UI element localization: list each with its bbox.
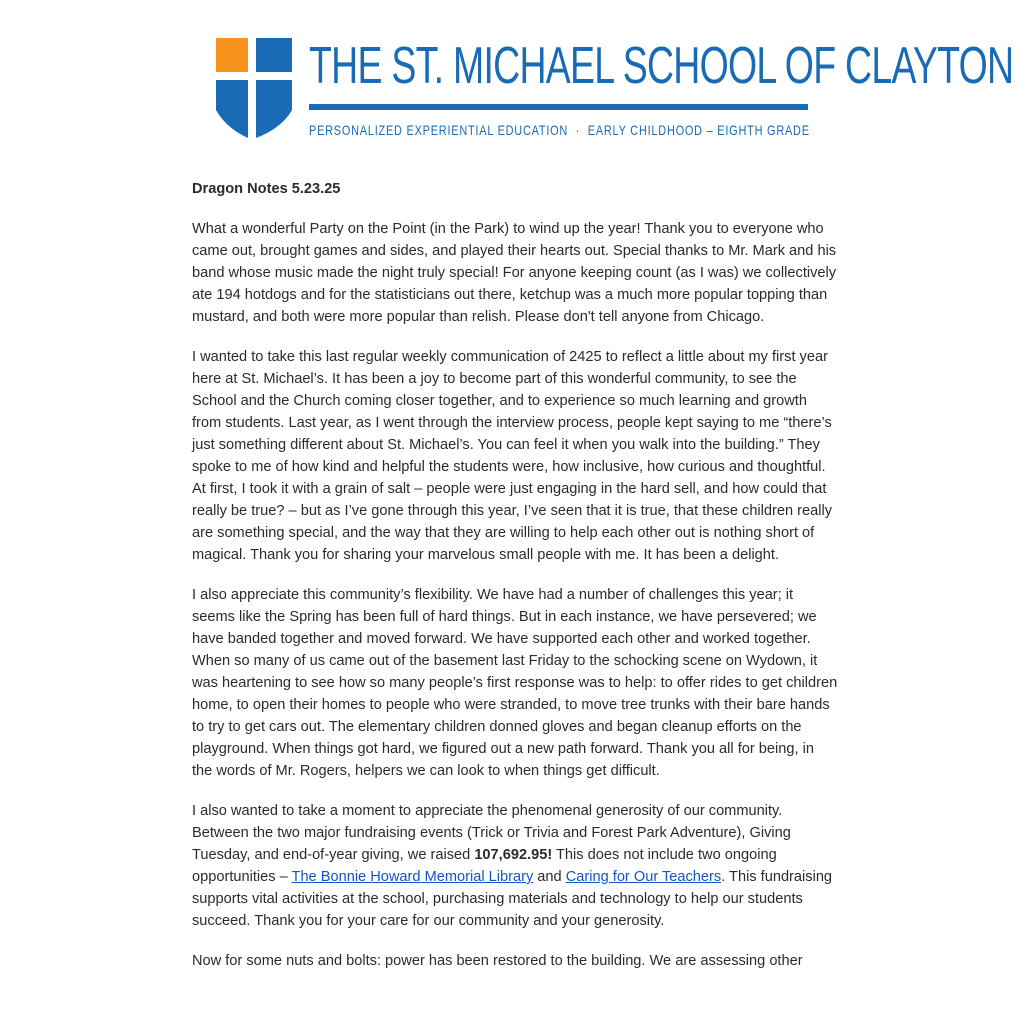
newsletter-body — [192, 178, 838, 990]
paragraph-reflection: I wanted to take this last regular weekly communication of 2425 to reflect a little about my first year here at St. Michael’s. It has been a joy to become part of this wonderful community, to see the School and the Church coming closer together, and to experience so much learning and growth from students. Last year, as I went through the interview process, people kept saying to me “there’s just something different about St. Michael’s. You can feel it when you walk into the building.” They spoke to me of how kind and helpful the students were, how inclusive, how curious and thoughtful. At first, I took it with a grain of salt – people were just engaging in the hard sell, and how could that really be true? – but as I’ve gone through this year, I’ve seen that it is true, that these children really are something special, and the way that they are willing to help each other out is nothing short of magical. Thank you for sharing your marvelous small people with me. It has been a delight. — [192, 349, 833, 563]
logo-divider — [309, 104, 808, 110]
logo-title: THE ST. MICHAEL SCHOOL OF CLAYTON — [309, 37, 1014, 95]
newsletter-title: Dragon Notes 5.23.25 — [192, 181, 341, 197]
logo-tagline: PERSONALIZED EXPERIENTIAL EDUCATION · EARLY CHILDHOOD – EIGHTH GRADE — [309, 122, 810, 138]
caring-for-teachers-link[interactable]: Caring for Our Teachers — [565, 869, 722, 885]
paragraph-flexibility: I also appreciate this community’s flexibility. We have had a number of challenges this year; it seems like the Spring has been full of hard things. But in each instance, we have persevered; we have banded together and moved forward. We have supported each other and worked together. When so many of us came out of the basement last Friday to the schocking scene on Wydown, it was heartening to see how so many people’s first response was to help: to offer rides to get children home, to open their homes to people who were stranded, to move tree trunks with their bare hands to try to get cars out. The elementary children donned gloves and began cleanup efforts on the playground. When things got hard, we figured out a new path forward. Thank you all for being, in the words of Mr. Rogers, helpers we can look to when things get difficult. — [192, 587, 838, 779]
shield-cross-icon — [216, 38, 292, 138]
school-logo — [216, 37, 1014, 140]
paragraph-nuts-and-bolts: Now for some nuts and bolts: power has been restored to the building. We are assessing other — [192, 953, 803, 969]
fundraising-amount: 107,692.95! — [474, 847, 553, 863]
text: . This fundraising supports vital activities at the school, purchasing materials and technology to help our students succeed. Thank you for your care for our community and your generosity. — [192, 869, 833, 929]
paragraph-generosity — [192, 800, 838, 932]
paragraph-party: What a wonderful Party on the Point (in the Park) to wind up the year! Thank you to everyone who came out, brought games and sides, and played their hearts out. Special thanks to Mr. Mark and his band whose music made the night truly special! For anyone keeping count (as I was) we collectively ate 194 hotdogs and for the statisticians out there, ketchup was a much more popular topping than mustard, and both were more popular than relish. Please don't tell anyone from Chicago. — [192, 221, 837, 325]
text: I also wanted to take a moment to appreciate the phenomenal generosity of our community. Between the two major fundraising events (Trick or Trivia and Forest Park Adventure), Giving Tuesday, and end-of-year giving, we raised — [192, 803, 791, 863]
text: This does not include two ongoing opportunities – — [192, 847, 777, 885]
text: and — [533, 869, 566, 885]
library-link[interactable]: The Bonnie Howard Memorial Library — [291, 869, 534, 885]
